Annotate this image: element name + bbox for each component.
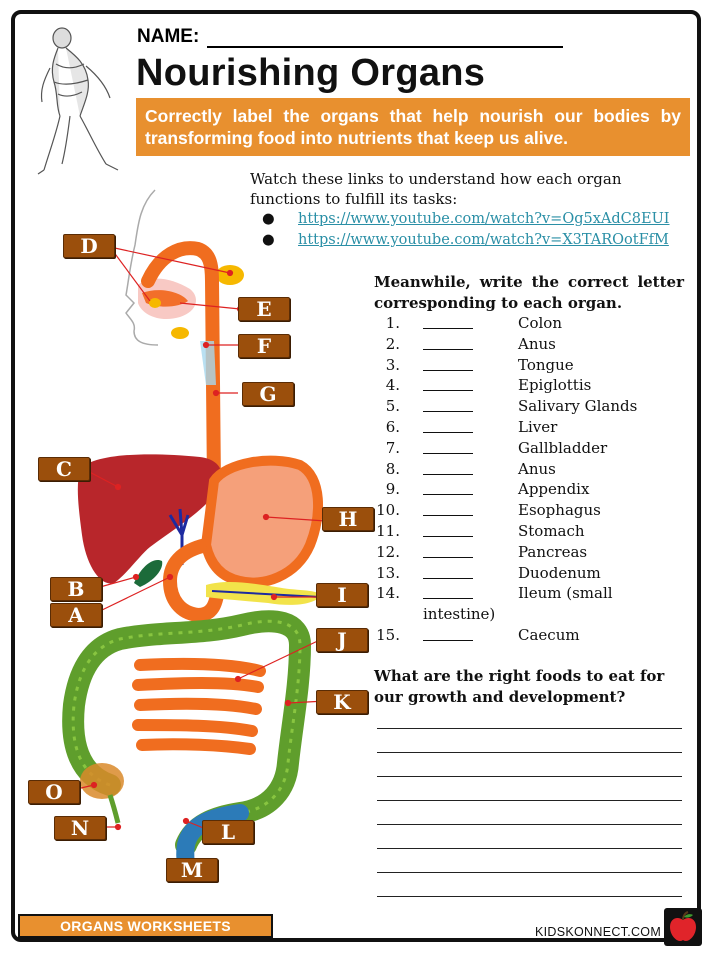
answer-blank[interactable] [423, 411, 473, 412]
diagram-label-f: F [238, 334, 290, 358]
item-number: 11. [376, 521, 400, 540]
list-item [374, 356, 694, 377]
organ-name-continuation: intestine) [423, 605, 496, 624]
list-item [374, 397, 694, 418]
organ-name: Epiglottis [518, 376, 592, 395]
list-item [374, 626, 694, 647]
list-item [374, 439, 694, 460]
organ-name: Esophagus [518, 501, 601, 520]
answer-line[interactable] [377, 728, 682, 729]
answer-line[interactable] [377, 776, 682, 777]
diagram-label-o: O [28, 780, 80, 804]
brand-logo [664, 908, 702, 946]
answer-blank[interactable] [423, 598, 473, 599]
organ-name: Caecum [518, 625, 580, 644]
list-item [374, 543, 694, 564]
diagram-label-e: E [238, 297, 290, 321]
footer-brand: KIDSKONNECT.COM [535, 925, 662, 939]
video-link-2[interactable]: https://www.youtube.com/watch?v=X3TAROotFfM [298, 232, 669, 248]
item-number: 3. [385, 355, 400, 374]
answer-blank[interactable] [423, 474, 473, 475]
diagram-label-k: K [316, 690, 368, 714]
organ-name: Liver [518, 417, 558, 436]
answer-blank[interactable] [423, 494, 473, 495]
item-number: 7. [385, 438, 400, 457]
footer-worksheet-tag: ORGANS WORKSHEETS [18, 914, 273, 938]
list-item [374, 335, 694, 356]
answer-line[interactable] [377, 848, 682, 849]
answer-blank[interactable] [423, 536, 473, 537]
answer-line[interactable] [377, 800, 682, 801]
list-item [374, 460, 694, 481]
diagram-label-c: C [38, 457, 90, 481]
diagram-label-j: J [316, 628, 368, 652]
item-number: 12. [376, 542, 400, 561]
answer-line[interactable] [377, 896, 682, 897]
item-number: 10. [376, 501, 400, 520]
answer-blank[interactable] [423, 557, 473, 558]
answer-blank[interactable] [423, 432, 473, 433]
answer-blank[interactable] [423, 640, 473, 641]
item-number: 1. [385, 314, 400, 332]
list-item [374, 314, 694, 335]
diagram-label-i: I [316, 583, 368, 607]
answer-line[interactable] [377, 824, 682, 825]
item-number: 9. [385, 480, 400, 499]
item-number: 14. [376, 584, 400, 603]
apple-icon [664, 908, 702, 946]
instruction-banner: Correctly label the organs that help nourish our bodies by transforming food into nutrients that keep us alive. [136, 98, 690, 156]
name-label: NAME: [137, 26, 200, 47]
organ-name: Gallbladder [518, 438, 608, 457]
item-number: 5. [385, 397, 400, 416]
diagram-label-b: B [50, 577, 102, 601]
answer-line[interactable] [377, 872, 682, 873]
item-number: 2. [385, 334, 400, 353]
diagram-label-d: D [63, 234, 115, 258]
page-title: Nourishing Organs [136, 52, 486, 94]
answer-blank[interactable] [423, 349, 473, 350]
list-item [374, 522, 694, 543]
organ-name: Appendix [518, 480, 590, 499]
item-number: 13. [376, 563, 400, 582]
organ-name: Ileum (small [518, 584, 613, 603]
answer-line[interactable] [377, 752, 682, 753]
organ-name: Salivary Glands [518, 397, 638, 416]
list-item [374, 584, 694, 605]
list-item-continuation [374, 605, 694, 626]
diagram-label-n: N [54, 816, 106, 840]
organ-name: Tongue [518, 355, 574, 374]
answer-blank[interactable] [423, 370, 473, 371]
anatomy-figure-icon [36, 24, 126, 180]
answer-blank[interactable] [423, 578, 473, 579]
bullet-icon: ● [262, 211, 275, 227]
bullet-icon: ● [262, 232, 275, 248]
organ-name: Stomach [518, 521, 585, 540]
item-number: 4. [385, 376, 400, 395]
diagram-label-m: M [166, 858, 218, 882]
organ-name: Anus [518, 459, 556, 478]
organ-name: Duodenum [518, 563, 601, 582]
item-number: 6. [385, 417, 400, 436]
video-link-1[interactable]: https://www.youtube.com/watch?v=Og5xAdC8EUI [298, 211, 670, 227]
list-item [374, 564, 694, 585]
list-item [374, 376, 694, 397]
list-item [374, 418, 694, 439]
video-links [262, 209, 670, 251]
intro-text: Watch these links to understand how each organ functions to fulfill its tasks: [250, 170, 622, 208]
link-row [262, 230, 670, 251]
link-row [262, 209, 670, 230]
answer-blank[interactable] [423, 453, 473, 454]
answer-blank[interactable] [423, 390, 473, 391]
open-question: What are the right foods to eat for our growth and development? [374, 667, 665, 706]
matching-list [374, 314, 694, 647]
name-write-line[interactable] [207, 46, 563, 48]
organ-name: Colon [518, 314, 562, 332]
list-item [374, 501, 694, 522]
matching-prompt: Meanwhile, write the correct letter corresponding to each organ. [374, 273, 684, 312]
organ-name: Pancreas [518, 542, 588, 561]
organ-name: Anus [518, 334, 556, 353]
diagram-label-h: H [322, 507, 374, 531]
diagram-label-l: L [202, 820, 254, 844]
answer-blank[interactable] [423, 515, 473, 516]
item-number: 15. [376, 625, 400, 644]
list-item [374, 480, 694, 501]
diagram-label-g: G [242, 382, 294, 406]
item-number: 8. [385, 459, 400, 478]
diagram-label-a: A [50, 603, 102, 627]
answer-blank[interactable] [423, 328, 473, 329]
